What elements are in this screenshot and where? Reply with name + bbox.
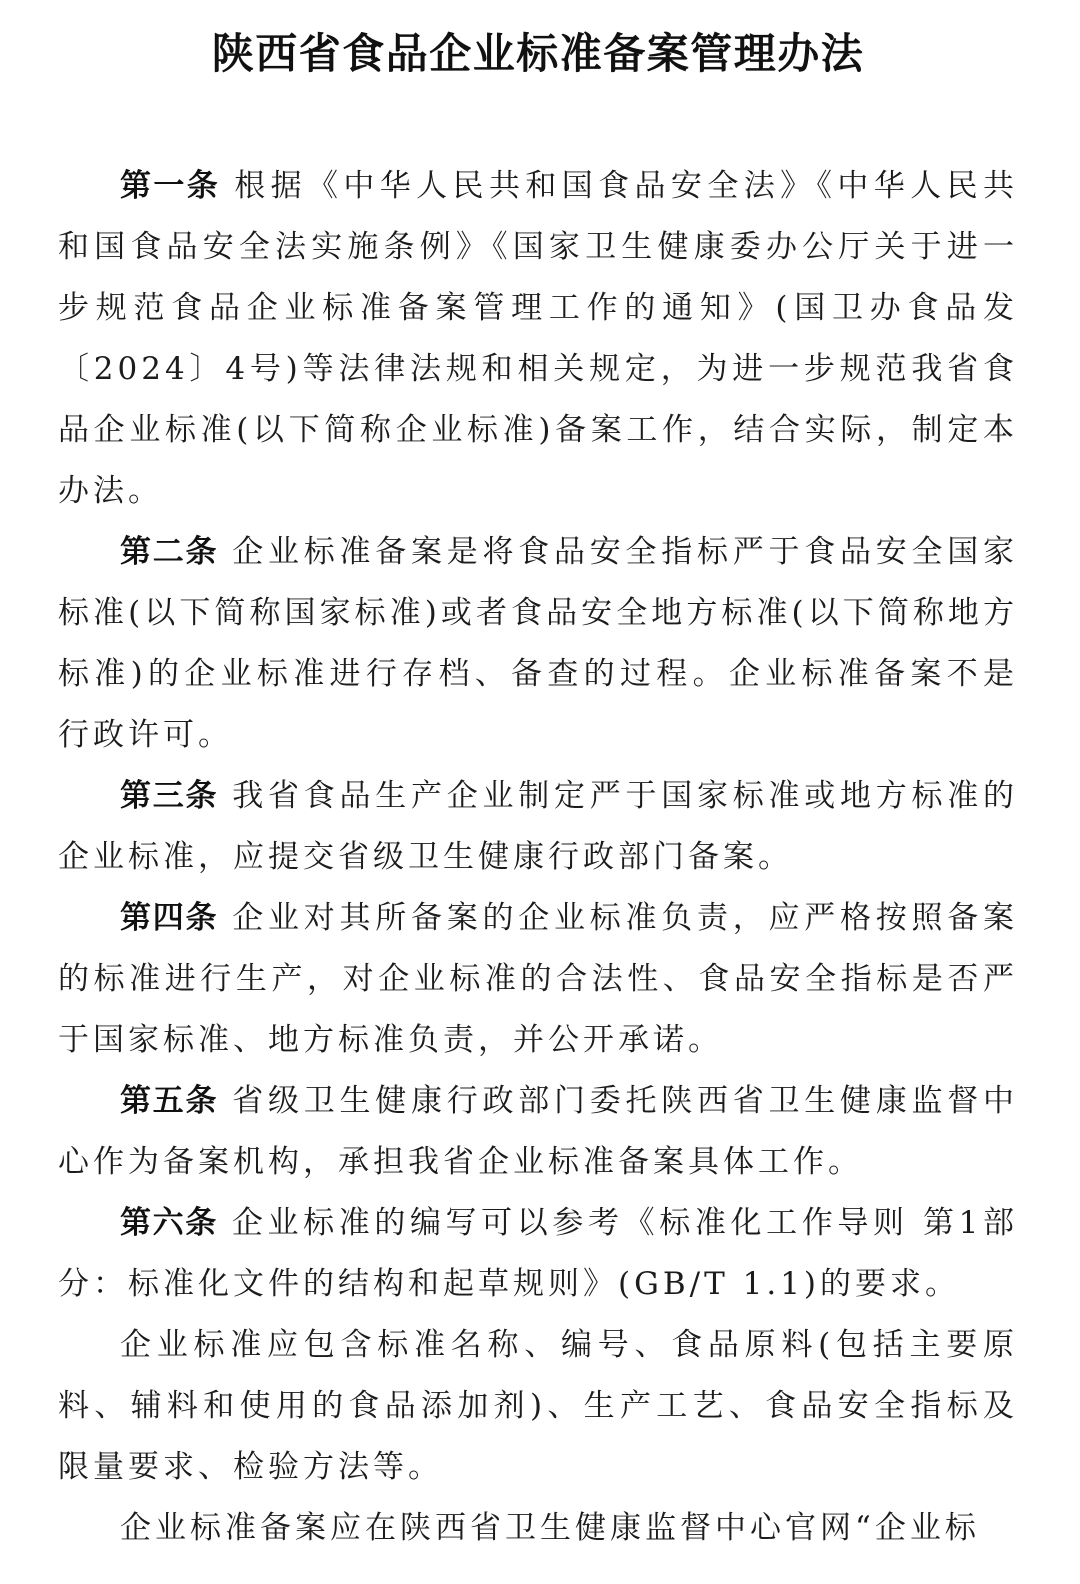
article-text: 企业对其所备案的企业标准负责，应严格按照备案的标准进行生产，对企业标准的合法性、食品安全指标是否严于国家标准、地方标准负责，并公开承诺。 — [58, 900, 1018, 1058]
article-text: 省级卫生健康行政部门委托陕西省卫生健康监督中心作为备案机构，承担我省企业标准备案具体工作。 — [58, 1083, 1018, 1180]
article-4 — [58, 888, 1018, 1071]
article-text: 企业标准的编写可以参考《标准化工作导则 第1部分：标准化文件的结构和起草规则》(GB/T 1.1)的要求。 — [58, 1205, 1019, 1302]
paragraph: 企业标准应包含标准名称、编号、食品原料(包括主要原料、辅料和使用的食品添加剂)、生产工艺、食品安全指标及限量要求、检验方法等。 — [58, 1327, 1018, 1485]
article-1 — [58, 156, 1018, 522]
article-label: 第六条 — [120, 1205, 218, 1241]
article-text: 企业标准备案是将食品安全指标严于食品安全国家标准(以下简称国家标准)或者食品安全地方标准(以下简称地方标准)的企业标准进行存档、备查的过程。企业标准备案不是行政许可。 — [58, 534, 1018, 753]
document-body — [58, 156, 1018, 1559]
article-label: 第五条 — [120, 1083, 219, 1119]
article-3 — [58, 766, 1018, 888]
article-text: 根据《中华人民共和国食品安全法》《中华人民共和国食品安全法实施条例》《国家卫生健康委办公厅关于进一步规范食品企业标准备案管理工作的通知》(国卫办食品发〔2024〕4号)等法律法规和相关规定，为进一步规范我省食品企业标准(以下简称企业标准)备案工作，结合实际，制定本办法。 — [58, 168, 1018, 509]
paragraph: 企业标准备案应在陕西省卫生健康监督中心官网“企业标 — [120, 1510, 980, 1546]
document-title: 陕西省食品企业标准备案管理办法 — [211, 29, 865, 78]
article-label: 第一条 — [120, 168, 221, 204]
article-6 — [58, 1193, 1018, 1315]
article-label: 第二条 — [120, 534, 219, 570]
article-label: 第四条 — [120, 900, 219, 936]
article-2 — [58, 522, 1018, 766]
article-label: 第三条 — [120, 778, 219, 814]
article-text: 我省食品生产企业制定严于国家标准或地方标准的企业标准，应提交省级卫生健康行政部门备案。 — [58, 778, 1018, 875]
article-5 — [58, 1071, 1018, 1193]
